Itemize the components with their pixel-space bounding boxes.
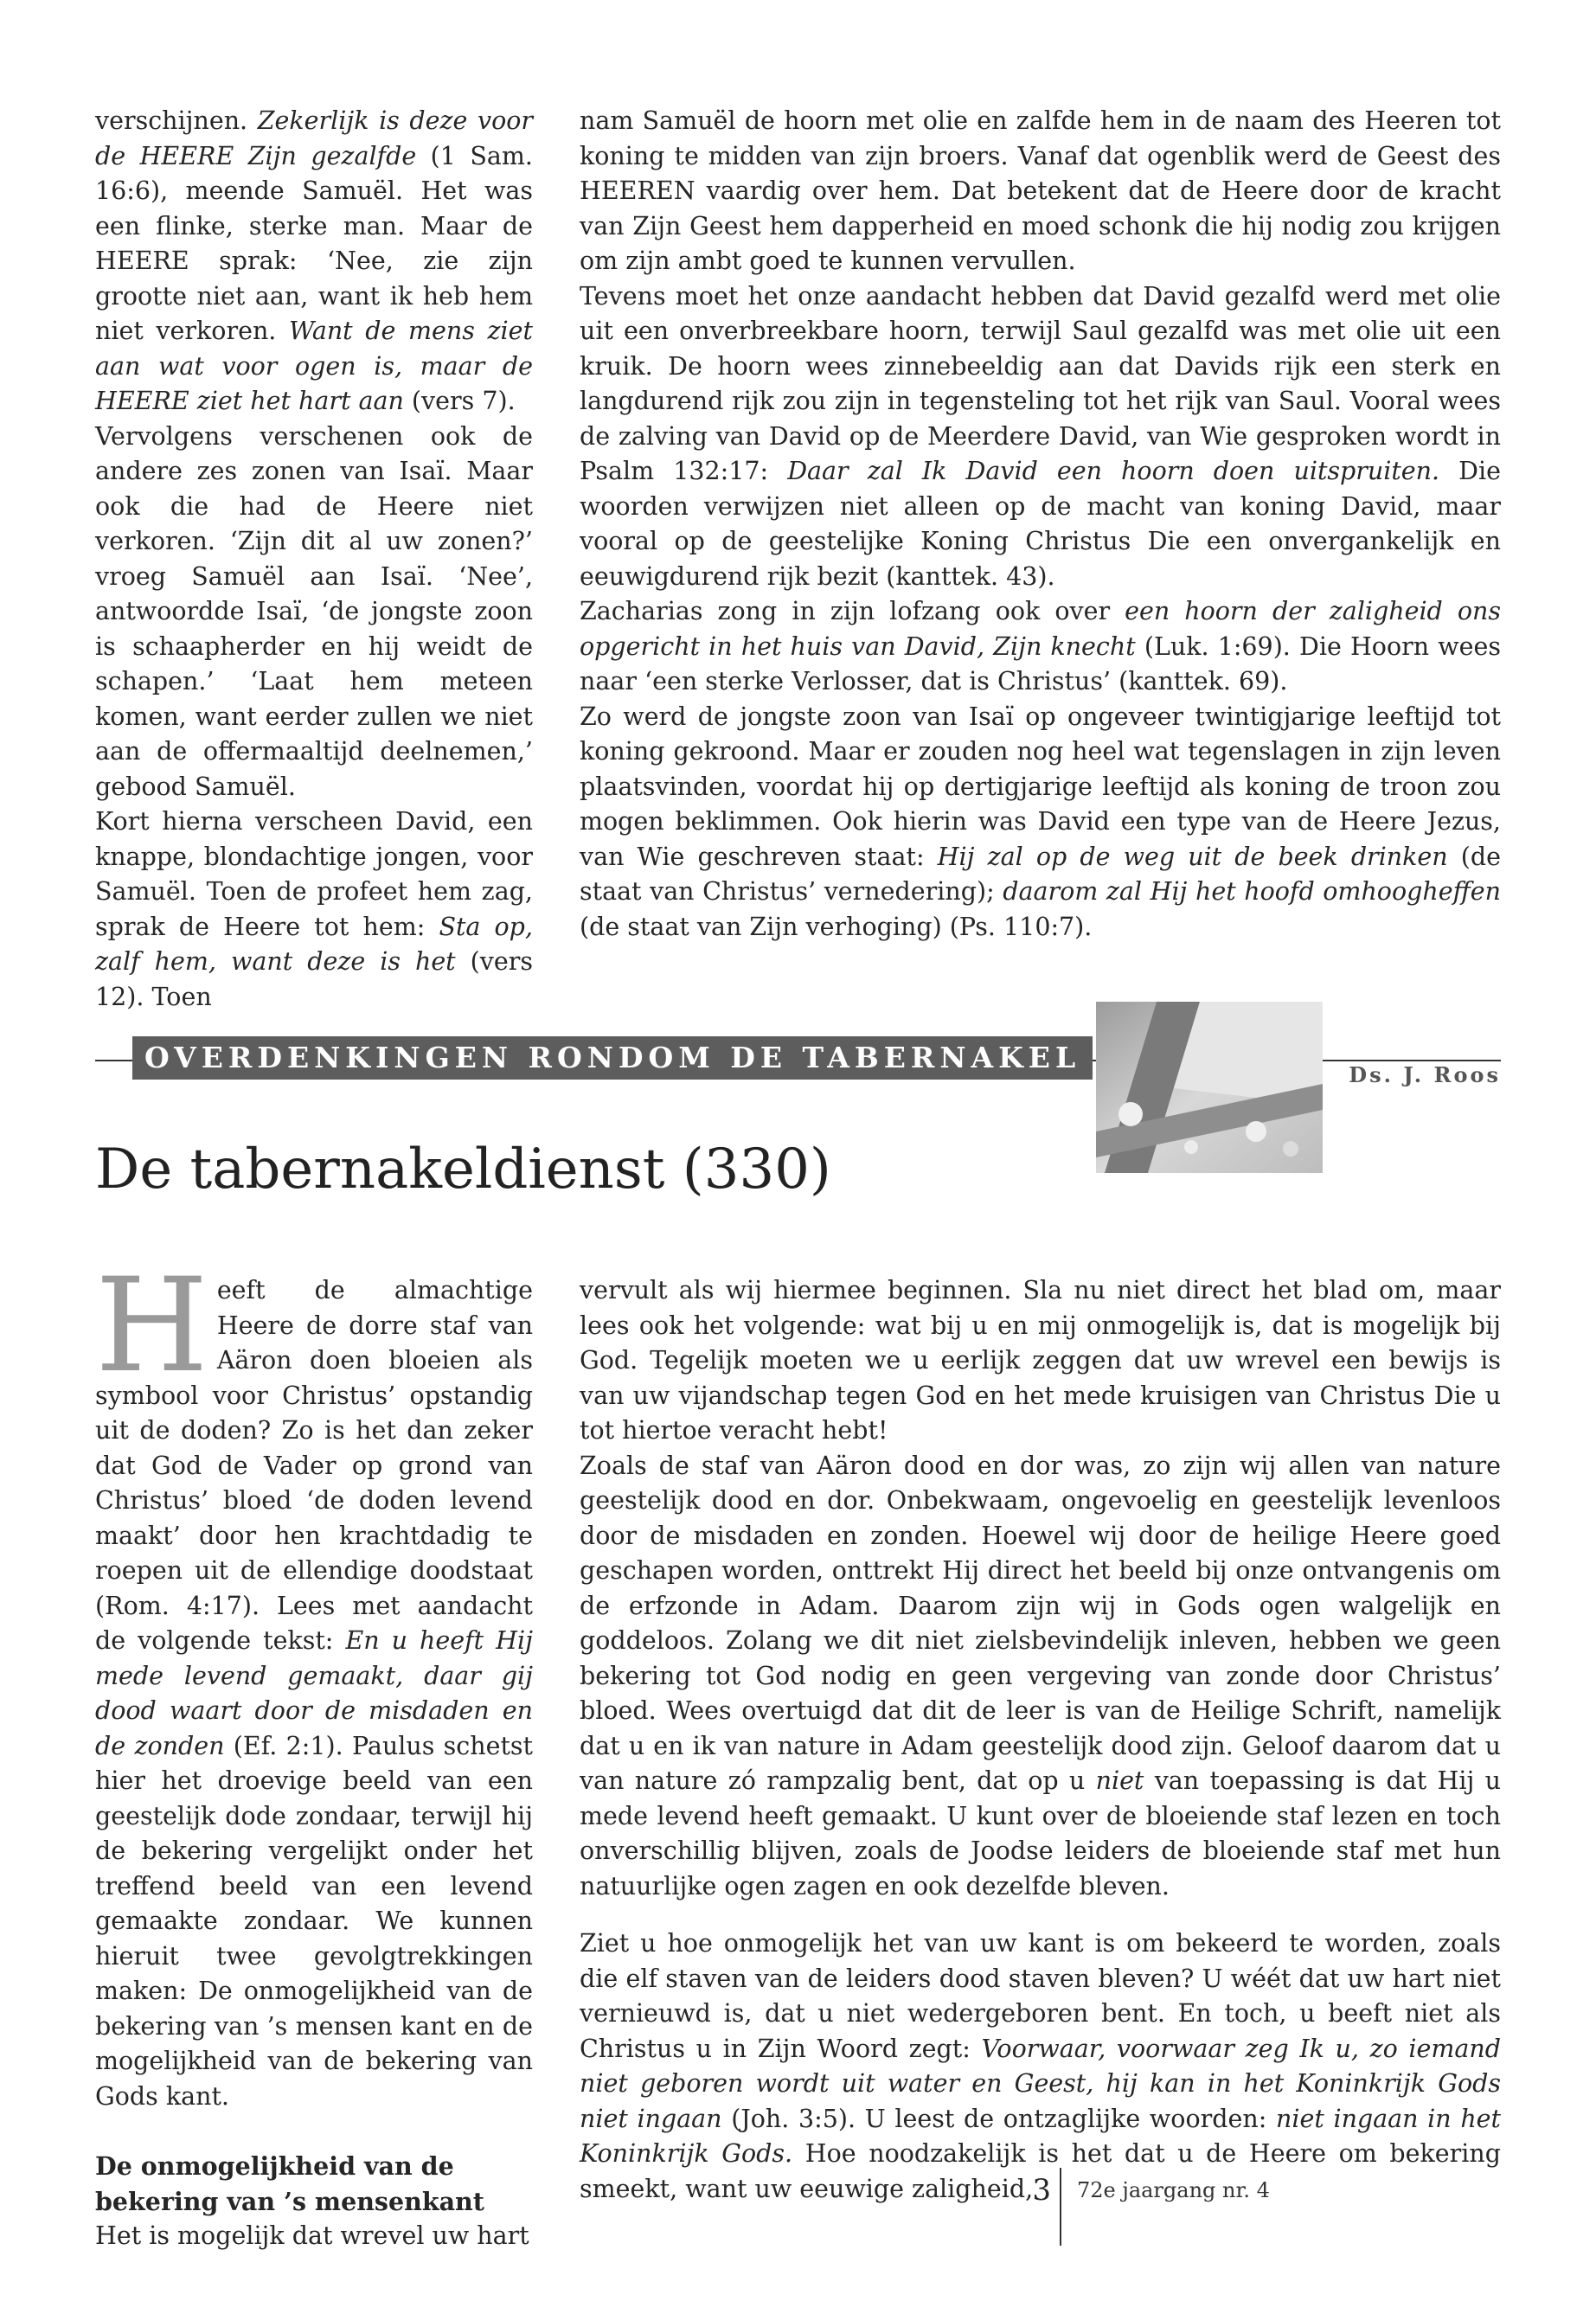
- drop-cap: H: [95, 1251, 208, 1401]
- paragraph: Het is mogelijk dat wrevel uw hart: [95, 2221, 529, 2250]
- paragraph: Zoals de staf van Aäron dood en dor was, zo zijn wij allen van nature geestelijk dood en dor. Onbekwaam, ongevoelig en geestelijk levenloos door de misdaden en zonden. Hoewel wij door de heilige Heere goed geschapen worden, onttrekt Hij direct het beeld bij onze ontvangenis om de erfzonde in Adam. Daarom zijn wij in Gods ogen walgelijk en goddeloos. Zolang we dit niet zielsbevindelijk inleven, hebben we geen bekering tot God nodig en geen vergeving van zonde door Christus’ bloed. Wees overtuigd dat dit de leer is van de Heilige Schrift, namelijk dat u en ik van nature in Adam geestelijk dood zijn. Geloof daarom dat u van nature zó rampzalig bent, dat op u niet van toepassing is dat Hij u mede levend heeft gemaakt. U kunt over de bloeiende staf lezen en toch onverschillig blijven, zoals de Joodse leiders de bloeiende staf met hun natuurlijke ogen zagen en ook dezelfde bleven.: [580, 1451, 1502, 1900]
- column-3: [95, 1251, 533, 2254]
- paragraph: Kort hierna verscheen David, een knappe, blondachtige jongen, voor Samuël. Toen de profeet hem zag, sprak de Heere tot hem: Sta op, zalf hem, want deze is het (vers 12). Toen: [95, 807, 533, 1011]
- paragraph: verschijnen. Zekerlijk is deze voor de HEERE Zijn gezalfde (1 Sam. 16:6), meende Samuël. Het was een flinke, sterke man. Maar de HEERE sprak: ‘Nee, zie zijn grootte niet aan, want ik heb hem niet verkoren. Want de mens ziet aan wat voor ogen is, maar de HEERE ziet het hart aan (vers 7).: [95, 106, 534, 415]
- spacer: [95, 2114, 533, 2149]
- paragraph: vervult als wij hiermee beginnen. Sla nu niet direct het blad om, maar lees ook het volgende: wat bij u en mij onmogelijk is, dat is mogelijk bij God. Tegelijk moeten we u eerlijk zeggen dat uw wrevel een bewijs is van uw vijandschap tegen God en het mede kruisigen van Christus Die u tot hiertoe veracht hebt!: [580, 1276, 1501, 1445]
- column-1: [95, 104, 533, 1015]
- spacer: [580, 1904, 1501, 1926]
- paragraph: Heeft de almachtige Heere de dorre staf van Aäron doen bloeien als symbool voor Christus’ opstandig uit de doden? Zo is het dan zeker dat God de Vader op grond van Christus’ bloed ‘de doden levend maakt’ door hen krachtdadig te roepen uit de ellendige doodstaat (Rom. 4:17). Lees met aandacht de volgende tekst: En u heeft Hij mede levend gemaakt, daar gij dood waart door de misdaden en de zonden (Ef. 2:1). Paulus schetst hier het droevige beeld van een geestelijk dode zondaar, terwijl hij de bekering vergelijkt onder het treffend beeld van een levend gemaakte zondaar. We kunnen hieruit twee gevolgtrekkingen maken: De onmogelijkheid van de bekering van ’s mensen kant en de mogelijkheid van de bekering van Gods kant.: [95, 1251, 533, 2111]
- subheading: De onmogelijkheid van de bekering van ’s mensenkant: [95, 2151, 484, 2216]
- paragraph: nam Samuël de hoorn met olie en zalfde hem in de naam des Heeren tot koning te midden van zijn broers. Vanaf dat ogenblik werd de Geest des HEEREN vaardig over hem. Dat betekent dat de Heere door de kracht van Zijn Geest hem dapperheid en moed schonk die hij nodig zou krijgen om zijn ambt goed te kunnen vervullen.: [580, 106, 1501, 275]
- paragraph: Tevens moet het onze aandacht hebben dat David gezalfd werd met olie uit een onverbreekbare hoorn, terwijl Saul gezalfd was met olie uit een kruik. De hoorn wees zinnebeeldig aan dat Davids rijk een sterk en langdurend rijk zou zijn in tegensteling tot het rijk van Saul. Vooral wees de zalving van David op de Meerdere David, van Wie gesproken wordt in Psalm 132:17: Daar zal Ik David een hoorn doen uitspruiten. Die woorden verwijzen niet alleen op de macht van koning David, maar vooral op de geestelijke Koning Christus Die een onvergankelijk en eeuwigdurend rijk bezit (kanttek. 43).: [580, 281, 1501, 591]
- paragraph: Zo werd de jongste zoon van Isaï op ongeveer twintigjarige leeftijd tot koning gekroond. Maar er zouden nog heel wat tegenslagen in zijn leven plaatsvinden, voordat hij op dertigjarige leeftijd als koning de troon zou mogen beklimmen. Ook hierin was David een type van de Heere Jezus, van Wie geschreven staat: Hij zal op de weg uit de beek drinken (de staat van Christus’ vernedering); daarom zal Hij het hoofd omhoogheffen (de staat van Zijn verhoging) (Ps. 110:7).: [580, 702, 1501, 941]
- paragraph: Ziet u hoe onmogelijk het van uw kant is om bekeerd te worden, zoals die elf staven van de leiders dood staven bleven? U wéét dat uw hart niet vernieuwd is, dat u niet wedergeboren bent. En toch, u beeft niet als Christus u in Zijn Woord zegt: Voorwaar, voorwaar zeg Ik u, zo iemand niet geboren wordt uit water en Geest, hij kan in het Koninkrijk Gods niet ingaan (Joh. 3:5). U leest de ontzaglijke woorden: niet ingaan in het Koninkrijk Gods. Hoe noodzakelijk is het dat u de Heere om bekering smeekt, want uw eeuwige zaligheid,: [580, 1929, 1501, 2203]
- column-4: [580, 1273, 1501, 2207]
- section-banner: OVERDENKINGEN RONDOM DE TABERNAKEL: [132, 1036, 1093, 1080]
- page-number: 3: [1032, 2173, 1051, 2208]
- photo-image: [1096, 1002, 1323, 1173]
- paragraph: Vervolgens verschenen ook de andere zes zonen van Isaï. Maar ook die had de Heere niet verkoren. ‘Zijn dit al uw zonen?’ vroeg Samuël aan Isaï. ‘Nee’, antwoordde Isaï, ‘de jongste zoon is schaapherder en hij weidt de schapen.’ ‘Laat hem meteen komen, want eerder zullen we niet aan de offermaaltijd deelnemen,’ gebood Samuël.: [95, 421, 533, 801]
- paragraph: Zacharias zong in zijn lofzang ook over een hoorn der zaligheid ons opgericht in het huis van David, Zijn knecht (Luk. 1:69). Die Hoorn wees naar ‘een sterke Verlosser, dat is Christus’ (kanttek. 69).: [580, 597, 1501, 695]
- footer-divider: [1060, 2168, 1061, 2246]
- column-2: [580, 104, 1501, 945]
- author: Ds. J. Roos: [1349, 1062, 1501, 1087]
- tabernacle-photo: [1096, 1002, 1323, 1173]
- journal-issue: 72e jaargang nr. 4: [1077, 2178, 1270, 2202]
- article-title: De tabernakeldienst (330): [95, 1138, 831, 1202]
